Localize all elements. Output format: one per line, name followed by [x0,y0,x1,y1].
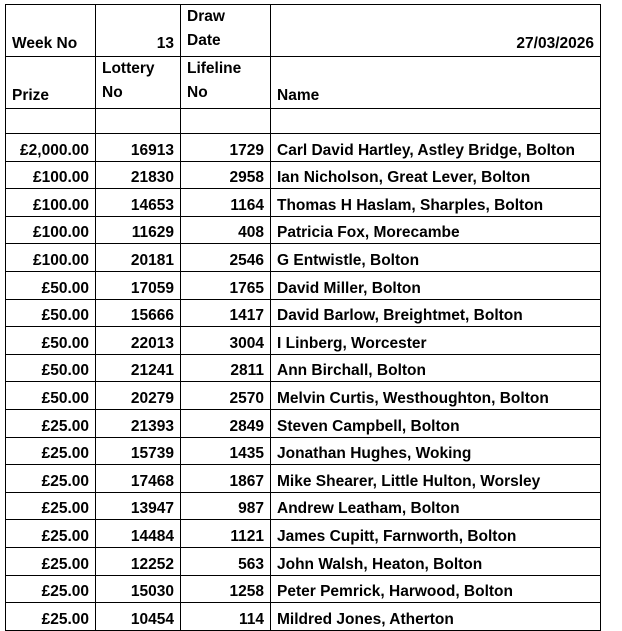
header-row-draw [6,5,601,57]
lifeline-number-cell: 2958 [181,161,271,189]
prize-cell: £25.00 [6,603,96,631]
lottery-number-cell: 21393 [96,409,181,437]
table-row [6,271,601,299]
winner-name-cell: Jonathan Hughes, Woking [271,437,601,465]
lifeline-number-cell: 2546 [181,244,271,272]
lifeline-number-cell: 2570 [181,382,271,410]
lottery-number-cell: 16913 [96,134,181,162]
header-row-columns [6,57,601,109]
lottery-number-cell: 20279 [96,382,181,410]
winner-name-cell: Ann Birchall, Bolton [271,354,601,382]
lottery-number-cell: 17059 [96,271,181,299]
prize-cell: £50.00 [6,382,96,410]
prize-cell: £50.00 [6,271,96,299]
column-header-lottery-line-1: Lottery [102,60,155,77]
winner-name-cell: Thomas H Haslam, Sharples, Bolton [271,189,601,217]
lifeline-number-cell: 1121 [181,520,271,548]
table-row [6,244,601,272]
lottery-number-cell: 10454 [96,603,181,631]
lottery-number-cell: 14484 [96,520,181,548]
winner-name-cell: David Miller, Bolton [271,271,601,299]
winner-name-cell: G Entwistle, Bolton [271,244,601,272]
draw-date-value: 27/03/2026 [271,5,601,57]
table-row [6,409,601,437]
lifeline-number-cell: 1164 [181,189,271,217]
table-row [6,189,601,217]
lifeline-number-cell: 987 [181,492,271,520]
winner-name-cell: David Barlow, Breightmet, Bolton [271,299,601,327]
column-header-lifeline-line-1: Lifeline [187,60,242,77]
blank-cell [181,109,271,134]
lottery-number-cell: 17468 [96,465,181,493]
draw-date-label-line-1: Draw [187,8,225,25]
lottery-number-cell: 13947 [96,492,181,520]
table-row [6,465,601,493]
table-row [6,161,601,189]
lifeline-number-cell: 1765 [181,271,271,299]
column-header-lottery-no [96,57,181,109]
column-header-lifeline-no [181,57,271,109]
prize-cell: £25.00 [6,437,96,465]
winner-name-cell: Carl David Hartley, Astley Bridge, Bolton [271,134,601,162]
table-row [6,575,601,603]
prize-cell: £50.00 [6,327,96,355]
table-row [6,299,601,327]
winner-name-cell: Patricia Fox, Morecambe [271,216,601,244]
prize-cell: £2,000.00 [6,134,96,162]
lottery-number-cell: 14653 [96,189,181,217]
table-row [6,216,601,244]
column-header-lottery-line-2: No [102,84,123,101]
lifeline-number-cell: 1258 [181,575,271,603]
lottery-number-cell: 11629 [96,216,181,244]
blank-cell [6,109,96,134]
prize-cell: £50.00 [6,354,96,382]
lifeline-number-cell: 1417 [181,299,271,327]
blank-cell [271,109,601,134]
prize-cell: £25.00 [6,575,96,603]
week-label: Week No [6,5,96,57]
table-row [6,354,601,382]
lifeline-number-cell: 2811 [181,354,271,382]
table-row [6,382,601,410]
column-header-prize: Prize [6,57,96,109]
table-row [6,603,601,631]
prize-cell: £25.00 [6,520,96,548]
blank-row [6,109,601,134]
draw-date-label [181,5,271,57]
lifeline-number-cell: 1867 [181,465,271,493]
draw-date-label-line-2: Date [187,32,221,49]
prize-cell: £100.00 [6,189,96,217]
lottery-number-cell: 20181 [96,244,181,272]
winner-name-cell: Ian Nicholson, Great Lever, Bolton [271,161,601,189]
prize-cell: £100.00 [6,216,96,244]
winner-name-cell: James Cupitt, Farnworth, Bolton [271,520,601,548]
table-row [6,437,601,465]
winner-name-cell: John Walsh, Heaton, Bolton [271,547,601,575]
lifeline-number-cell: 408 [181,216,271,244]
lottery-number-cell: 21830 [96,161,181,189]
lottery-number-cell: 15739 [96,437,181,465]
prize-cell: £100.00 [6,161,96,189]
prize-cell: £100.00 [6,244,96,272]
lifeline-number-cell: 1729 [181,134,271,162]
winner-name-cell: Steven Campbell, Bolton [271,409,601,437]
table-row [6,520,601,548]
winner-name-cell: Mildred Jones, Atherton [271,603,601,631]
lottery-number-cell: 15030 [96,575,181,603]
winner-name-cell: Peter Pemrick, Harwood, Bolton [271,575,601,603]
prize-cell: £25.00 [6,465,96,493]
winner-name-cell: I Linberg, Worcester [271,327,601,355]
lifeline-number-cell: 1435 [181,437,271,465]
lifeline-number-cell: 114 [181,603,271,631]
winner-name-cell: Andrew Leatham, Bolton [271,492,601,520]
column-header-name: Name [271,57,601,109]
lifeline-number-cell: 563 [181,547,271,575]
winner-name-cell: Mike Shearer, Little Hulton, Worsley [271,465,601,493]
lottery-number-cell: 15666 [96,299,181,327]
prize-cell: £25.00 [6,409,96,437]
table-row [6,327,601,355]
week-number: 13 [96,5,181,57]
lifeline-number-cell: 3004 [181,327,271,355]
lottery-number-cell: 22013 [96,327,181,355]
column-header-lifeline-line-2: No [187,84,208,101]
results-table-body [6,5,601,631]
lifeline-number-cell: 2849 [181,409,271,437]
table-row [6,492,601,520]
winner-name-cell: Melvin Curtis, Westhoughton, Bolton [271,382,601,410]
prize-cell: £25.00 [6,547,96,575]
prize-cell: £25.00 [6,492,96,520]
table-row [6,134,601,162]
blank-cell [96,109,181,134]
table-row [6,547,601,575]
results-table [5,4,601,631]
lottery-number-cell: 21241 [96,354,181,382]
lottery-number-cell: 12252 [96,547,181,575]
prize-cell: £50.00 [6,299,96,327]
